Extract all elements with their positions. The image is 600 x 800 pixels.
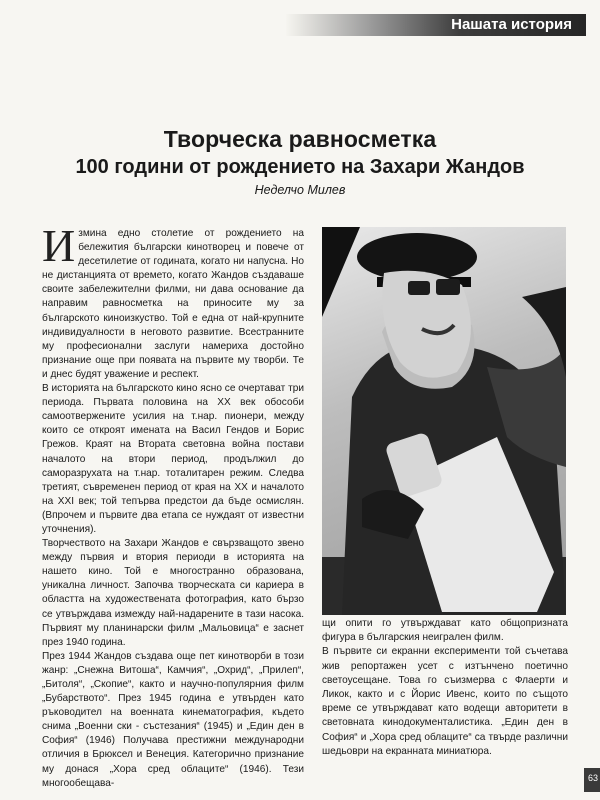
page-number-tab — [584, 768, 600, 792]
paragraph-2: В историята на българското кино ясно се очертават три периода. Първата половина на XX век обособи самоотвержените усилия на т.нар. пионери, между които се откроят имената на Васил Гендов и Борис Грежов. Краят на Втората световна война постави началото на втори период, продължил до саморазрухата на т.нар. тоталитарен режим. Следва третият, съвременен период от края на XX и началото на XXI век; той тепърва предстои да бъде осмислян. (Впрочем и първите два етапа се нуждаят от известни уточнения). — [42, 383, 304, 535]
article-title: Творческа равносметка — [163, 126, 437, 152]
paragraph-4: През 1944 Жандов създава още пет кинотворби в този жанр: „Снежна Витоша“, Камчия“, „Охрид“, „Прилеп“, „Битоля“, „Скопие“, както и научно-популярния филм „Бубарството“. През 1945 година е утвърден като ръководител на военната кинематография, където снима „Военни ски - състезания“ (1945) и „Един ден в София“ (1946) Получава престижни международни отличия в Брюксел и Венеция. Категорично признание му донася „Хора сред облаците“ (1946). Тези многообещава- — [42, 650, 304, 789]
paragraph-3: Творчеството на Захари Жандов е свързващото звено между първия и втория периоди в историята на нашето кино. Той е многостранно образована, уникална личност. Започва творческата си кариера в областта на художествената фотография, като бързо се утвърждава измежду най-надарените в тази насока. Първият му планинарски филм „Мальовица“ е заснет през 1940 година. — [42, 538, 304, 648]
caption-paragraph-1: щи опити го утвърждават като общопризната фигура в българския неигрален филм. — [322, 618, 568, 644]
article-subtitle: 100 години от рождението на Захари Жандов — [75, 156, 525, 178]
page-number: 63 — [587, 773, 598, 783]
caption-paragraph-2: В първите си екранни експерименти той съчетава жив репортажен усет с изтънчено поетично светоусещане. Това го съизмерва с Флаерти и Ликок, както и с Йорис Ивенс, които по същото време се утвърждават като водещи авторитети в световната кинодокументалистика. „Един ден в София“ и „Хора сред облаците“ са твърде различни шедьоври на екранната миниатюра. — [322, 646, 568, 757]
paragraph-1 — [42, 220, 304, 382]
article-author: Неделчо Милев — [254, 183, 346, 197]
drop-cap: И — [42, 220, 76, 271]
left-text-column — [42, 220, 304, 791]
right-text-column — [322, 617, 568, 759]
section-title: Нашата история — [451, 16, 572, 33]
portrait-photo — [322, 227, 566, 615]
right-column — [322, 227, 566, 615]
paragraph-1-text: змина едно столетие от рождението на бележития български кинотворец и повече от десетилетие от годината, когато ни напусна. Но не дистанцията от времето, когато Жандов създаваше своите забележителни филми, ни дава основание да направим равносметка на приносите му за българското киноизкуство. Той е една от най-крупните индивидуалности в неговото развитие. Всестранните му професионални заслуги намериха достойно признание още при появата на първите му творби. Те и днес будят уважение и респект. — [42, 228, 304, 380]
section-banner — [286, 14, 586, 36]
portrait-illustration — [322, 227, 566, 615]
